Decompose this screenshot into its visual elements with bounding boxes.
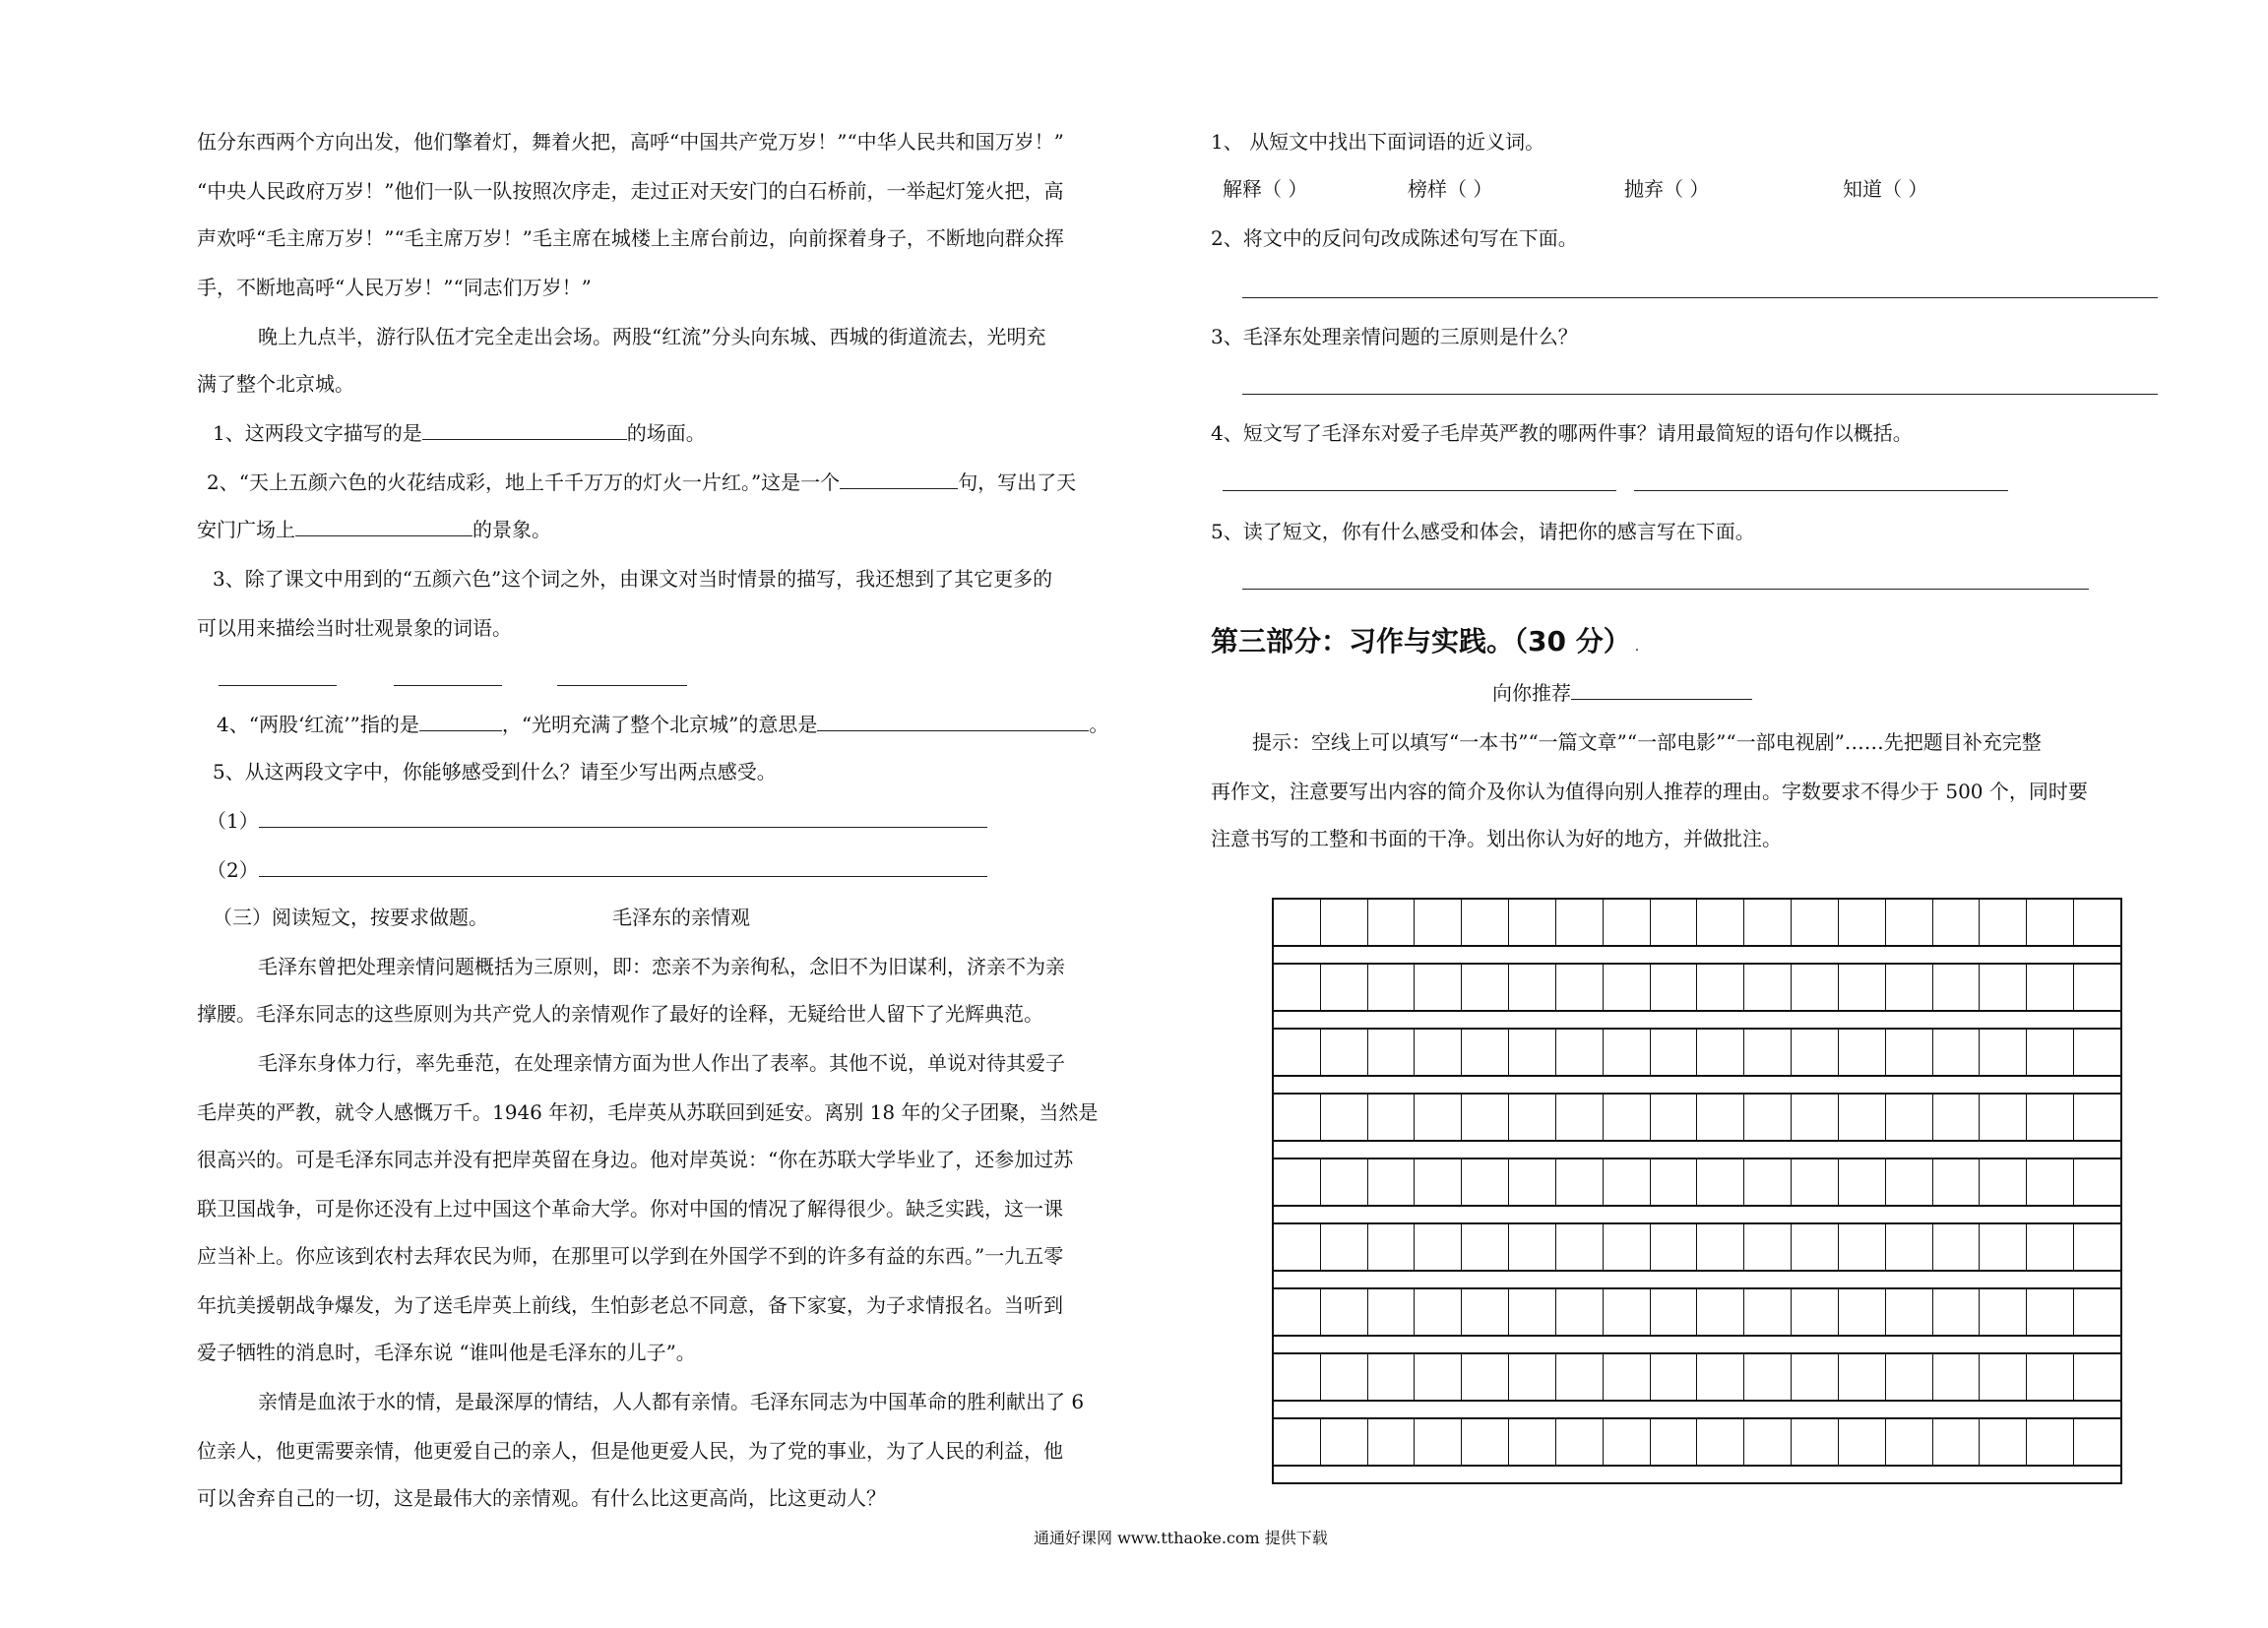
grid-cell[interactable]	[1462, 1354, 1509, 1400]
grid-cell[interactable]	[1933, 1289, 1981, 1335]
right-question-4: 4、短文写了毛泽东对爱子毛岸英严教的哪两件事？请用最简短的语句作以概括。	[1211, 421, 1913, 445]
grid-cell[interactable]	[1839, 1095, 1886, 1140]
grid-cell[interactable]	[1933, 965, 1981, 1010]
answer-line[interactable]	[1242, 394, 2158, 395]
article-line: 撑腰。毛泽东同志的这些原则为共产党人的亲情观作了最好的诠释，无疑给世人留下了光辉典范。	[197, 1002, 1043, 1026]
grid-cell[interactable]	[1651, 1289, 1698, 1335]
grid-cell[interactable]	[1604, 1289, 1651, 1335]
grid-cell[interactable]	[1980, 1030, 2027, 1075]
article-line: 位亲人，他更需要亲情，他更爱自己的亲人，但是他更爱人民，为了党的事业，为了人民的利益，他	[197, 1439, 1063, 1463]
grid-cell[interactable]	[1839, 1354, 1886, 1400]
grid-cell[interactable]	[1509, 1224, 1556, 1270]
synonym-word: 榜样（ ）	[1408, 177, 1493, 201]
grid-cell[interactable]	[1415, 1419, 1462, 1465]
passage-line: 手，不断地高呼“人民万岁！”“同志们万岁！”	[197, 276, 592, 299]
footer-credit: 通通好课网 www.tthaoke.com 提供下载	[1034, 1529, 1328, 1547]
article-line: 亲情是血浓于水的情，是最深厚的情结，人人都有亲情。毛泽东同志为中国革命的胜利献出了 6	[258, 1390, 1085, 1413]
grid-cell[interactable]	[1792, 965, 1839, 1010]
grid-cell[interactable]	[1509, 1354, 1556, 1400]
passage-line: 声欢呼“毛主席万岁！”“毛主席万岁！”毛主席在城楼上主席台前边，向前探着身子，不断地向群众挥	[197, 226, 1064, 250]
grid-cell[interactable]	[1415, 1030, 1462, 1075]
article-title: 毛泽东的亲情观	[612, 906, 750, 929]
grid-cell[interactable]	[1556, 1354, 1604, 1400]
grid-cell[interactable]	[1792, 1159, 1839, 1205]
grid-cell[interactable]	[1980, 900, 2027, 945]
grid-cell[interactable]	[1604, 965, 1651, 1010]
answer-line[interactable]	[394, 685, 502, 686]
grid-row-gap	[1272, 1335, 2122, 1352]
grid-cell[interactable]	[2074, 965, 2120, 1010]
grid-cell[interactable]	[1651, 1419, 1698, 1465]
right-question-3: 3、毛泽东处理亲情问题的三原则是什么？	[1211, 325, 1578, 348]
grid-cell[interactable]	[1839, 1289, 1886, 1335]
article-line: 爱子牺牲的消息时，毛泽东说 “谁叫他是毛泽东的儿子”。	[197, 1341, 696, 1364]
grid-cell[interactable]	[1980, 1354, 2027, 1400]
grid-cell[interactable]	[1415, 1095, 1462, 1140]
grid-cell[interactable]	[1556, 1030, 1604, 1075]
grid-cell[interactable]	[1933, 900, 1981, 945]
right-question-5: 5、读了短文，你有什么感受和体会，请把你的感言写在下面。	[1211, 520, 1755, 543]
grid-cell[interactable]	[1744, 1159, 1792, 1205]
grid-cell[interactable]	[1886, 1159, 1933, 1205]
grid-cell[interactable]	[1415, 1159, 1462, 1205]
grid-cell[interactable]	[1368, 1224, 1416, 1270]
section-3-label: （三）阅读短文，按要求做题。	[213, 906, 488, 929]
grid-row-gap	[1272, 1400, 2122, 1417]
grid-cell[interactable]	[1744, 1289, 1792, 1335]
grid-cell[interactable]	[2027, 900, 2074, 945]
grid-cell[interactable]	[1604, 1419, 1651, 1465]
grid-cell[interactable]	[1509, 1095, 1556, 1140]
grid-cell[interactable]	[1556, 965, 1604, 1010]
passage-line: “中央人民政府万岁！”他们一队一队按照次序走，走过正对天安门的白石桥前，一举起灯笼火把，高	[197, 179, 1064, 203]
grid-cell[interactable]	[1604, 1354, 1651, 1400]
grid-row	[1272, 1028, 2122, 1075]
grid-cell[interactable]	[1839, 1224, 1886, 1270]
grid-cell[interactable]	[1462, 1419, 1509, 1465]
grid-cell[interactable]	[2027, 1159, 2074, 1205]
grid-cell[interactable]	[1321, 965, 1368, 1010]
grid-cell[interactable]	[1980, 1159, 2027, 1205]
grid-cell[interactable]	[1556, 1419, 1604, 1465]
grid-cell[interactable]	[1509, 965, 1556, 1010]
synonym-word: 知道（ ）	[1843, 177, 1928, 201]
grid-cell[interactable]	[1792, 1224, 1839, 1270]
grid-cell[interactable]	[2074, 1354, 2120, 1400]
grid-cell[interactable]	[1697, 1419, 1744, 1465]
question-1: 1、这两段文字描写的是 的场面。	[213, 421, 706, 445]
grid-cell[interactable]	[1509, 1159, 1556, 1205]
writing-grid[interactable]	[1272, 898, 2122, 1484]
question-5-2: （2）	[207, 856, 987, 884]
grid-cell[interactable]	[1604, 1159, 1651, 1205]
answer-line[interactable]	[1223, 490, 1616, 491]
grid-row-gap	[1272, 1205, 2122, 1222]
grid-cell[interactable]	[1274, 1419, 1321, 1465]
grid-row	[1272, 1417, 2122, 1465]
hint-line: 提示：空线上可以填写“一本书”“一篇文章”“一部电影”“一部电视剧”……先把题目补充完整	[1252, 730, 2042, 754]
grid-row	[1272, 1222, 2122, 1270]
grid-cell[interactable]	[1604, 1030, 1651, 1075]
grid-cell[interactable]	[1886, 965, 1933, 1010]
grid-cell[interactable]	[1462, 1095, 1509, 1140]
grid-cell[interactable]	[1274, 900, 1321, 945]
grid-row-gap	[1272, 1010, 2122, 1028]
question-3-cont: 可以用来描绘当时壮观景象的词语。	[197, 616, 512, 640]
grid-cell[interactable]	[1462, 1224, 1509, 1270]
grid-cell[interactable]	[1651, 900, 1698, 945]
grid-cell[interactable]	[1415, 1289, 1462, 1335]
grid-cell[interactable]	[1744, 900, 1792, 945]
grid-cell[interactable]	[1792, 1289, 1839, 1335]
grid-row	[1272, 1093, 2122, 1140]
answer-blank[interactable]	[840, 469, 958, 489]
grid-cell[interactable]	[1980, 1224, 2027, 1270]
grid-row-gap	[1272, 945, 2122, 963]
grid-cell[interactable]	[1933, 1419, 1981, 1465]
grid-cell[interactable]	[2027, 1224, 2074, 1270]
grid-cell[interactable]	[1839, 900, 1886, 945]
grid-cell[interactable]	[1556, 1224, 1604, 1270]
grid-cell[interactable]	[1980, 1419, 2027, 1465]
grid-cell[interactable]	[1274, 1289, 1321, 1335]
grid-cell[interactable]	[1886, 1354, 1933, 1400]
grid-cell[interactable]	[1462, 900, 1509, 945]
answer-line[interactable]	[1634, 490, 2008, 491]
grid-row	[1272, 1158, 2122, 1205]
article-line: 毛岸英的严教，就令人感慨万千。1946 年初，毛岸英从苏联回到延安。离别 18 年的父子团聚，当然是	[197, 1100, 1099, 1124]
grid-cell[interactable]	[1368, 1419, 1416, 1465]
right-question-2: 2、将文中的反问句改成陈述句写在下面。	[1211, 226, 1578, 250]
grid-cell[interactable]	[1651, 1030, 1698, 1075]
grid-cell[interactable]	[1321, 1419, 1368, 1465]
grid-cell[interactable]	[1509, 1289, 1556, 1335]
grid-cell[interactable]	[1651, 1159, 1698, 1205]
grid-cell[interactable]	[2027, 965, 2074, 1010]
grid-row-gap	[1272, 1465, 2122, 1482]
grid-row	[1272, 1287, 2122, 1335]
hint-line: 再作文，注意要写出内容的简介及你认为值得向别人推荐的理由。字数要求不得少于 500 个，同时要	[1211, 780, 2088, 803]
grid-cell[interactable]	[1321, 1354, 1368, 1400]
passage-line: 伍分东西两个方向出发，他们擎着灯，舞着火把，高呼“中国共产党万岁！”“中华人民共和国万岁！”	[197, 130, 1064, 154]
grid-cell[interactable]	[1368, 1354, 1416, 1400]
grid-cell[interactable]	[1933, 1354, 1981, 1400]
grid-cell[interactable]	[1604, 1224, 1651, 1270]
article-line: 年抗美援朝战争爆发，为了送毛岸英上前线，生怕彭老总不同意，备下家宴，为子求情报名。当听到	[197, 1293, 1063, 1317]
grid-row-gap	[1272, 1270, 2122, 1287]
synonym-word: 抛弃（ ）	[1624, 177, 1710, 201]
answer-line[interactable]	[557, 685, 687, 686]
grid-cell[interactable]	[1744, 1354, 1792, 1400]
grid-cell[interactable]	[1839, 1030, 1886, 1075]
grid-cell[interactable]	[1744, 1224, 1792, 1270]
answer-blank[interactable]	[419, 711, 502, 731]
grid-cell[interactable]	[1321, 1030, 1368, 1075]
question-2: 2、“天上五颜六色的火花结成彩，地上千千万万的灯火一片红。”这是一个 句，写出了天	[207, 470, 1077, 494]
grid-cell[interactable]	[1415, 965, 1462, 1010]
article-line: 联卫国战争，可是你还没有上过中国这个革命大学。你对中国的情况了解得很少。缺乏实践，这一课	[197, 1197, 1063, 1221]
grid-cell[interactable]	[1886, 1095, 1933, 1140]
grid-cell[interactable]	[1886, 900, 1933, 945]
grid-cell[interactable]	[1274, 1224, 1321, 1270]
essay-title: 向你推荐	[1492, 679, 1752, 707]
question-5-1: （1）	[207, 807, 987, 835]
grid-cell[interactable]	[1462, 1030, 1509, 1075]
answer-blank[interactable]	[817, 711, 1089, 731]
answer-blank[interactable]	[259, 807, 987, 828]
grid-cell[interactable]	[1792, 1419, 1839, 1465]
grid-bottom-border	[1272, 1482, 2122, 1484]
grid-cell[interactable]	[2027, 1419, 2074, 1465]
grid-cell[interactable]	[1792, 900, 1839, 945]
answer-line[interactable]	[1242, 297, 2158, 298]
grid-cell[interactable]	[1744, 1030, 1792, 1075]
grid-cell[interactable]	[2074, 1419, 2120, 1465]
answer-line[interactable]	[1242, 589, 2089, 590]
grid-cell[interactable]	[2027, 1030, 2074, 1075]
passage-line: 晚上九点半，游行队伍才完全走出会场。两股“红流”分头向东城、西城的街道流去，光明充	[258, 325, 1046, 348]
right-question-1: 1、 从短文中找出下面词语的近义词。	[1211, 130, 1545, 154]
passage-line: 满了整个北京城。	[197, 372, 354, 396]
grid-cell[interactable]	[2074, 1289, 2120, 1335]
grid-cell[interactable]	[1368, 900, 1416, 945]
grid-cell[interactable]	[1792, 1095, 1839, 1140]
grid-cell[interactable]	[1604, 900, 1651, 945]
answer-blank[interactable]	[259, 856, 987, 877]
grid-cell[interactable]	[1321, 1289, 1368, 1335]
grid-cell[interactable]	[1321, 1095, 1368, 1140]
grid-cell[interactable]	[1933, 1224, 1981, 1270]
grid-cell[interactable]	[1886, 1289, 1933, 1335]
grid-cell[interactable]	[1697, 1354, 1744, 1400]
hint-line: 注意书写的工整和书面的干净。划出你认为好的地方，并做批注。	[1211, 827, 1782, 850]
grid-cell[interactable]	[1697, 1030, 1744, 1075]
grid-cell[interactable]	[2074, 1224, 2120, 1270]
article-line: 毛泽东曾把处理亲情问题概括为三原则，即：恋亲不为亲徇私，念旧不为旧谋利，济亲不为亲	[258, 955, 1065, 978]
grid-cell[interactable]	[1839, 965, 1886, 1010]
answer-blank[interactable]	[422, 419, 627, 440]
grid-cell[interactable]	[1933, 1159, 1981, 1205]
grid-cell[interactable]	[1933, 1030, 1981, 1075]
grid-cell[interactable]	[1697, 1159, 1744, 1205]
grid-cell[interactable]	[1933, 1095, 1981, 1140]
grid-cell[interactable]	[1980, 1289, 2027, 1335]
grid-cell[interactable]	[1462, 1289, 1509, 1335]
grid-cell[interactable]	[1274, 1159, 1321, 1205]
grid-cell[interactable]	[1368, 1289, 1416, 1335]
question-4: 4、“两股‘红流’”指的是 ，“光明充满了整个北京城”的意思是 。	[217, 713, 1109, 736]
grid-cell[interactable]	[1274, 1354, 1321, 1400]
article-line: 可以舍弃自己的一切，这是最伟大的亲情观。有什么比这更高尚，比这更动人？	[197, 1486, 886, 1510]
grid-cell[interactable]	[1792, 1354, 1839, 1400]
article-line: 很高兴的。可是毛泽东同志并没有把岸英留在身边。他对岸英说：“你在苏联大学毕业了，还参加过苏	[197, 1148, 1074, 1171]
grid-cell[interactable]	[1697, 965, 1744, 1010]
grid-cell[interactable]	[1697, 1224, 1744, 1270]
question-2-cont: 安门广场上 的景象。	[197, 518, 551, 541]
grid-cell[interactable]	[1368, 1159, 1416, 1205]
grid-cell[interactable]	[1839, 1419, 1886, 1465]
grid-cell[interactable]	[1274, 1030, 1321, 1075]
grid-cell[interactable]	[1651, 1095, 1698, 1140]
grid-cell[interactable]	[1415, 1224, 1462, 1270]
grid-cell[interactable]	[1651, 965, 1698, 1010]
grid-cell[interactable]	[1839, 1159, 1886, 1205]
grid-cell[interactable]	[2027, 1095, 2074, 1140]
grid-cell[interactable]	[1651, 1224, 1698, 1270]
grid-cell[interactable]	[1321, 1159, 1368, 1205]
grid-cell[interactable]	[2074, 1095, 2120, 1140]
answer-line[interactable]	[219, 685, 337, 686]
grid-cell[interactable]	[1509, 1030, 1556, 1075]
grid-cell[interactable]	[2074, 1030, 2120, 1075]
grid-row	[1272, 963, 2122, 1010]
grid-cell[interactable]	[1368, 1030, 1416, 1075]
question-5: 5、从这两段文字中，你能够感受到什么？请至少写出两点感受。	[213, 760, 777, 783]
grid-cell[interactable]	[1462, 965, 1509, 1010]
grid-cell[interactable]	[1556, 1289, 1604, 1335]
grid-cell[interactable]	[2074, 1159, 2120, 1205]
grid-cell[interactable]	[1604, 1095, 1651, 1140]
grid-cell[interactable]	[1321, 900, 1368, 945]
grid-row	[1272, 898, 2122, 945]
grid-cell[interactable]	[1556, 1159, 1604, 1205]
grid-cell[interactable]	[1556, 900, 1604, 945]
grid-cell[interactable]	[1697, 1289, 1744, 1335]
grid-cell[interactable]	[1744, 1419, 1792, 1465]
grid-cell[interactable]	[1321, 1224, 1368, 1270]
part-3-heading: 第三部分：习作与实践。（30 分） .	[1211, 625, 1640, 657]
grid-cell[interactable]	[2027, 1354, 2074, 1400]
answer-blank[interactable]	[295, 516, 472, 536]
grid-cell[interactable]	[1415, 900, 1462, 945]
grid-cell[interactable]	[1697, 1095, 1744, 1140]
synonym-word: 解释（ ）	[1223, 177, 1308, 201]
grid-cell[interactable]	[1886, 1419, 1933, 1465]
grid-cell[interactable]	[1509, 900, 1556, 945]
grid-row	[1272, 1352, 2122, 1400]
grid-row-gap	[1272, 1075, 2122, 1093]
grid-cell[interactable]	[2074, 900, 2120, 945]
grid-cell[interactable]	[1651, 1354, 1698, 1400]
essay-title-blank[interactable]	[1571, 679, 1752, 700]
grid-cell[interactable]	[1368, 965, 1416, 1010]
grid-cell[interactable]	[2027, 1289, 2074, 1335]
grid-cell[interactable]	[1980, 1095, 2027, 1140]
article-line: 应当补上。你应该到农村去拜农民为师，在那里可以学到在外国学不到的许多有益的东西。”一九五零	[197, 1244, 1064, 1268]
grid-cell[interactable]	[1415, 1354, 1462, 1400]
grid-cell[interactable]	[1274, 1095, 1321, 1140]
grid-cell[interactable]	[1886, 1224, 1933, 1270]
grid-cell[interactable]	[1274, 965, 1321, 1010]
grid-cell[interactable]	[1886, 1030, 1933, 1075]
grid-cell[interactable]	[1980, 965, 2027, 1010]
grid-cell[interactable]	[1368, 1095, 1416, 1140]
grid-cell[interactable]	[1556, 1095, 1604, 1140]
article-line: 毛泽东身体力行，率先垂范，在处理亲情方面为世人作出了表率。其他不说，单说对待其爱子	[258, 1051, 1065, 1075]
grid-cell[interactable]	[1697, 900, 1744, 945]
grid-row-gap	[1272, 1140, 2122, 1158]
grid-cell[interactable]	[1744, 965, 1792, 1010]
question-3: 3、除了课文中用到的“五颜六色”这个词之外，由课文对当时情景的描写，我还想到了其它更多的	[213, 567, 1053, 591]
grid-cell[interactable]	[1462, 1159, 1509, 1205]
grid-cell[interactable]	[1744, 1095, 1792, 1140]
grid-cell[interactable]	[1509, 1419, 1556, 1465]
grid-cell[interactable]	[1792, 1030, 1839, 1075]
